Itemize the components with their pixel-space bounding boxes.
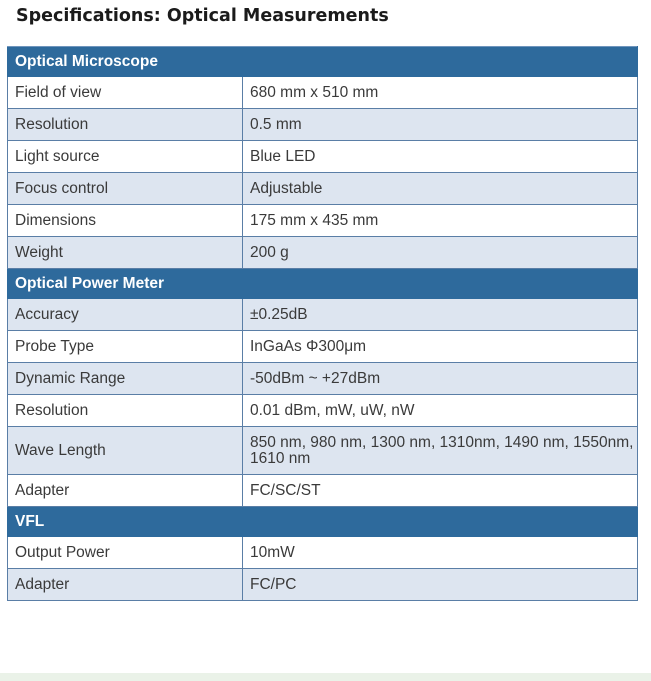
spec-label: Resolution xyxy=(8,395,243,427)
spec-table xyxy=(7,46,638,601)
spec-label: Adapter xyxy=(8,475,243,507)
spec-value: Blue LED xyxy=(243,141,638,173)
spec-value: -50dBm ~ +27dBm xyxy=(243,363,638,395)
footer-strip xyxy=(0,673,651,681)
spec-value: 850 nm, 980 nm, 1300 nm, 1310nm, 1490 nm, 1550nm, 1610 nm xyxy=(243,427,638,475)
table-row xyxy=(8,363,638,395)
spec-value: FC/PC xyxy=(243,569,638,601)
section-header-vfl xyxy=(8,507,638,537)
table-row xyxy=(8,237,638,269)
section-header-optical-microscope xyxy=(8,47,638,77)
section-title: Optical Power Meter xyxy=(8,269,638,299)
table-row xyxy=(8,331,638,363)
table-row xyxy=(8,537,638,569)
table-row xyxy=(8,173,638,205)
table-row xyxy=(8,569,638,601)
spec-label: Weight xyxy=(8,237,243,269)
table-row xyxy=(8,141,638,173)
spec-value: 10mW xyxy=(243,537,638,569)
section-title: Optical Microscope xyxy=(8,47,638,77)
spec-value: 0.01 dBm, mW, uW, nW xyxy=(243,395,638,427)
spec-value: 680 mm x 510 mm xyxy=(243,77,638,109)
spec-label: Focus control xyxy=(8,173,243,205)
table-row xyxy=(8,395,638,427)
spec-value: ±0.25dB xyxy=(243,299,638,331)
spec-value: 0.5 mm xyxy=(243,109,638,141)
spec-label: Dynamic Range xyxy=(8,363,243,395)
section-title: VFL xyxy=(8,507,638,537)
spec-label: Accuracy xyxy=(8,299,243,331)
spec-label: Probe Type xyxy=(8,331,243,363)
spec-value: 200 g xyxy=(243,237,638,269)
table-row xyxy=(8,77,638,109)
spec-value: InGaAs Φ300μm xyxy=(243,331,638,363)
spec-value: FC/SC/ST xyxy=(243,475,638,507)
spec-label: Wave Length xyxy=(8,427,243,475)
table-row xyxy=(8,475,638,507)
page-title: Specifications: Optical Measurements xyxy=(16,6,389,26)
spec-label: Light source xyxy=(8,141,243,173)
spec-value: Adjustable xyxy=(243,173,638,205)
table-row xyxy=(8,205,638,237)
spec-label: Field of view xyxy=(8,77,243,109)
table-row xyxy=(8,427,638,475)
table-row xyxy=(8,109,638,141)
spec-label: Dimensions xyxy=(8,205,243,237)
table-row xyxy=(8,299,638,331)
spec-value: 175 mm x 435 mm xyxy=(243,205,638,237)
section-header-optical-power-meter xyxy=(8,269,638,299)
spec-label: Adapter xyxy=(8,569,243,601)
spec-label: Resolution xyxy=(8,109,243,141)
spec-label: Output Power xyxy=(8,537,243,569)
